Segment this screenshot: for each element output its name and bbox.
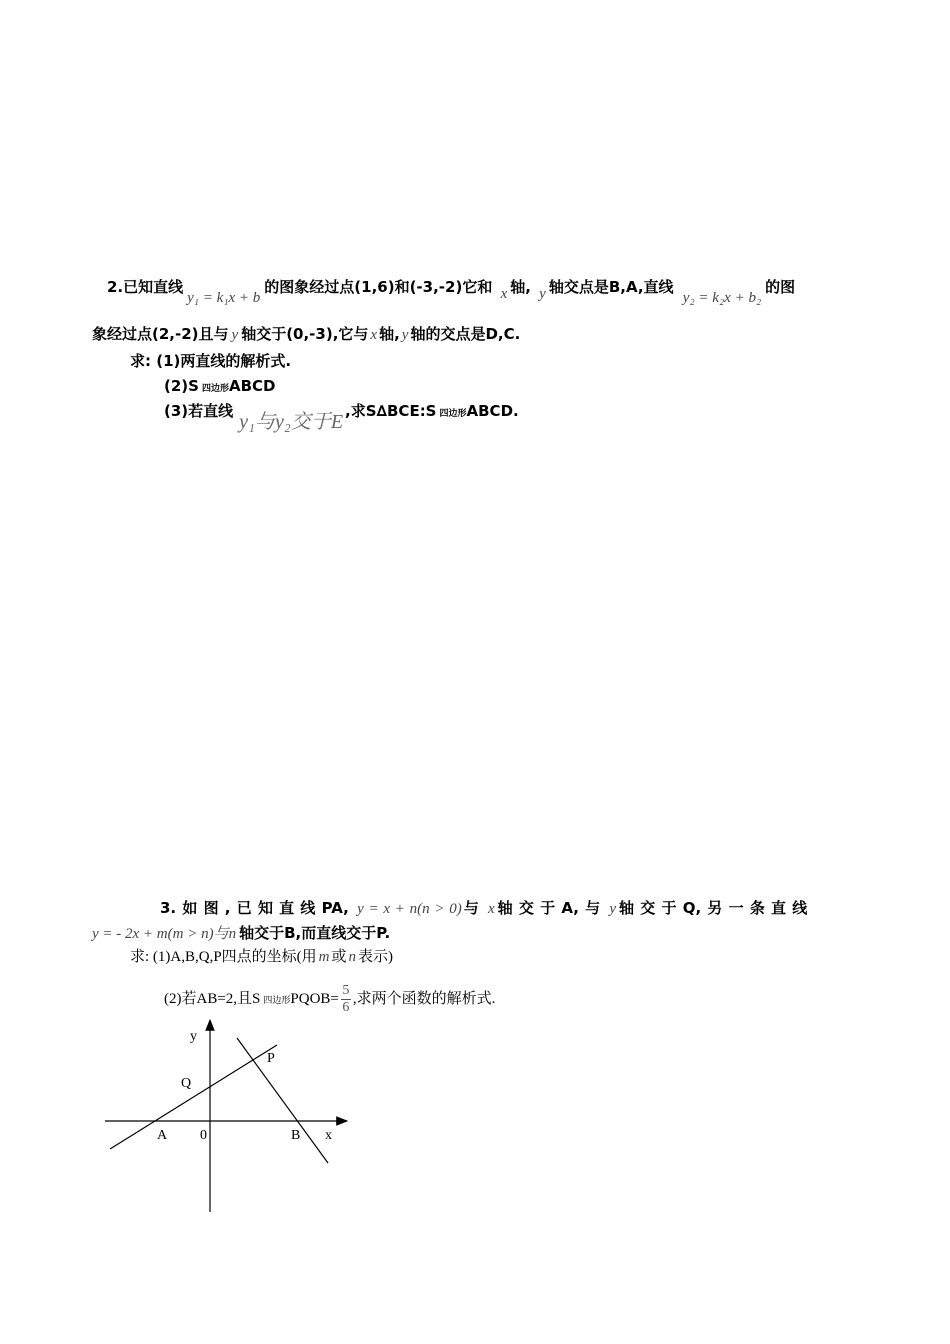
p3-ask: 求: (1)A,B,Q,P四点的坐标(用 m 或 n 表示) (130, 949, 394, 965)
point-b-label: B (291, 1128, 301, 1143)
line-pb (237, 1038, 328, 1163)
p2-text: 2.已知直线 (107, 278, 184, 296)
p2-eq-y2: y₂ = k₂x + b₂ (682, 290, 762, 306)
p2-eq-y1: y₁ = k₁x + b (187, 290, 261, 306)
p2-q3: (3)若直线 y₁与y₂交于E ,求S∆BCE:S 四边形ABCD. (164, 402, 519, 433)
point-q-label: Q (181, 1076, 192, 1091)
y-axis-label: y (190, 1029, 197, 1044)
p2-ask: 求: (1)两直线的解析式. (130, 352, 292, 370)
p3-line2: y = - 2x + m(m > n)与n 轴交于B,而直线交于P. (92, 924, 391, 942)
p2-q2: (2)S 四边形ABCD (164, 377, 276, 395)
origin-label: 0 (200, 1128, 207, 1143)
p2-line2: 象经过点(2,-2)且与 y 轴交于(0,-3),它与 x 轴, y 轴的交点是D,C. (92, 325, 521, 343)
line-pa (110, 1045, 277, 1149)
point-p-label: P (267, 1051, 275, 1066)
p3-q2: (2)若AB=2,且S 四边形PQOB= $\frac{5}{6}$ ,求两个函数的解析式. (164, 983, 496, 1015)
x-axis-label: x (325, 1128, 332, 1143)
p2-line1: 2.已知直线y₁ = k₁x + b的图象经过点(1,6)和(-3,-2)它和 x 轴, y 轴交点是B,A,直线 y₂ = k₂x + b₂的图 (107, 278, 796, 306)
coordinate-figure (100, 1015, 360, 1215)
p2-q3-math: y₁与y₂交于E (239, 411, 344, 433)
fraction-5-6: $\frac{5}{6}$ (342, 983, 350, 1015)
point-a-label: A (157, 1128, 168, 1143)
p3-line1: 3. 如 图 , 已 知 直 线 PA, y = x + n(n > 0) 与 x 轴 交 于 A, 与 y 轴 交 于 Q, 另 一 条 直 线 (160, 899, 808, 917)
